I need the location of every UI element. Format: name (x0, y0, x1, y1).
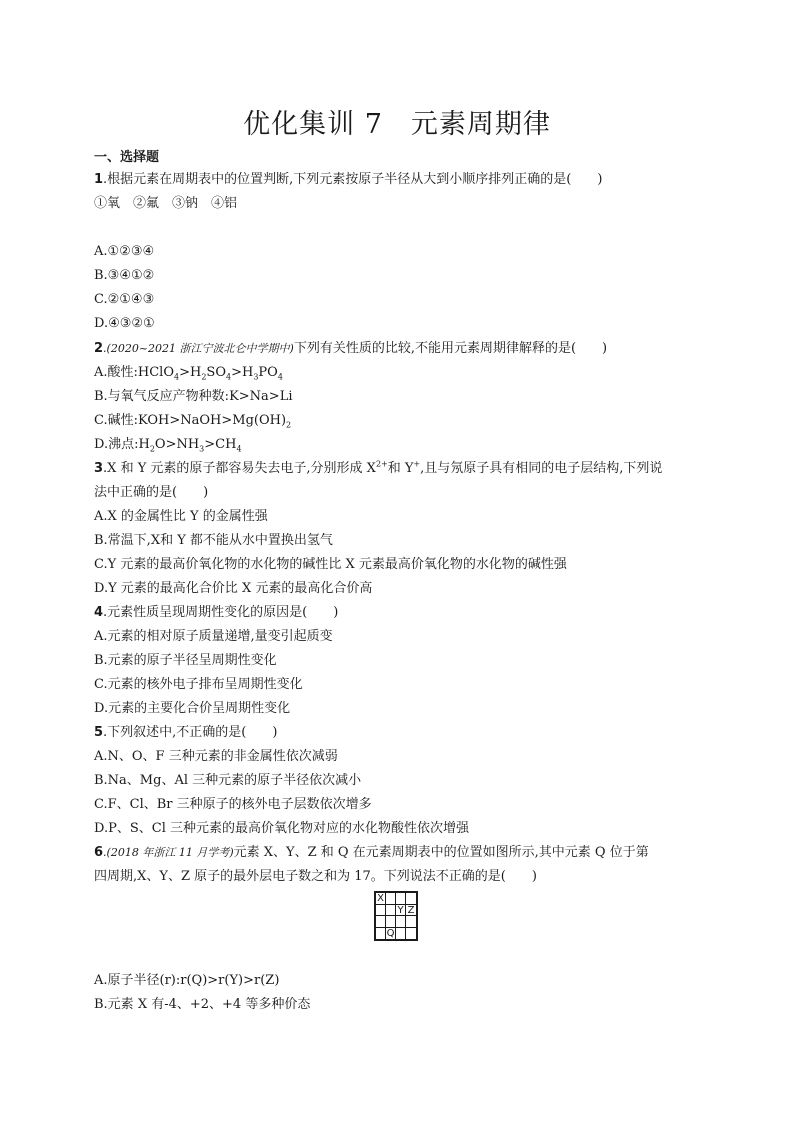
option-b: B.元素的原子半径呈周期性变化 (94, 653, 277, 668)
question-text: 下列有关性质的比较,不能用元素周期律解释的是( ) (293, 341, 608, 356)
option-a: A.N、O、F 三种元素的非金属性依次减弱 (94, 749, 338, 764)
question-3-stem-cont: 法中正确的是( ) (94, 485, 209, 500)
option-c: C.F、Cl、Br 三种原子的核外电子层数依次增多 (94, 797, 372, 812)
option-b: B.与氧气反应产物种数:K>Na>Li (94, 389, 293, 404)
grid-cell (406, 928, 416, 940)
grid-cell: Q (386, 927, 395, 939)
question-number: 6 (94, 845, 104, 860)
question-source: .(2018 年浙江 11 月学考) (103, 846, 234, 859)
section-heading: 一、选择题 (94, 150, 160, 165)
option-a: A.酸性$:HClO_4>H_2SO_4>H_3PO_4$ (94, 365, 283, 382)
question-text: .根据元素在周期表中的位置判断,下列元素按原子半径从大到小顺序排列正确的是( ) (103, 172, 603, 187)
grid-cell: X (376, 893, 386, 905)
grid-cell (386, 916, 396, 928)
grid-cell (396, 893, 406, 905)
option-d: D.Y 元素的最高化合价比 X 元素的最高化合价高 (94, 581, 373, 596)
option-b: B.③④①② (94, 268, 155, 283)
option-c: C.元素的核外电子排布呈周期性变化 (94, 677, 303, 692)
grid-cell: Y (396, 905, 406, 917)
option-a: A.原子半径(r):r(Q)>r(Y)>r(Z) (94, 973, 280, 988)
option-c: C.碱性$:KOH>NaOH>Mg(OH)_2$ (94, 413, 292, 430)
page-title: 优化集训 7 元素周期律 (243, 109, 551, 140)
grid-cell (376, 905, 386, 917)
grid-cell (406, 916, 416, 928)
question-text: 元素 X、Y、Z 和 Q 在元素周期表中的位置如图所示,其中元素 Q 位于第 (233, 845, 649, 860)
option-b: B.Na、Mg、Al 三种元素的原子半径依次减小 (94, 773, 362, 788)
question-1-stem (94, 172, 602, 188)
question-text: .元素性质呈现周期性变化的原因是( ) (103, 605, 339, 620)
question-6-stem-cont: 四周期,X、Y、Z 原子的最外层电子数之和为 17。下列说法不正确的是( ) (94, 869, 537, 884)
option-b: B.元素 X 有-4、+2、+4 等多种价态 (94, 997, 311, 1012)
grid-cell (396, 916, 406, 928)
question-number: 3 (94, 461, 104, 476)
option-c: C.Y 元素的最高价氧化物的水化物的碱性比 X 元素最高价氧化物的水化物的碱性强 (94, 557, 567, 572)
option-d: D.P、S、Cl 三种元素的最高价氧化物对应的水化物酸性依次增强 (94, 821, 469, 836)
question-text: .下列叙述中,不正确的是( ) (103, 725, 278, 740)
question-4-stem (94, 605, 338, 621)
option-d: D.沸点$:H_2O>NH_3>CH_4$ (94, 437, 242, 454)
option-a: A.元素的相对原子质量递增,量变引起质变 (94, 629, 333, 644)
option-a: A.X 的金属性比 Y 的金属性强 (94, 509, 268, 524)
grid-cell (386, 905, 396, 917)
grid-cell (376, 916, 386, 928)
grid-cell (376, 928, 386, 940)
option-a: A.①②③④ (94, 244, 155, 259)
option-b: B.常温下,X和 Y 都不能从水中置换出氢气 (94, 533, 333, 548)
question-number: 5 (94, 725, 104, 740)
grid-cell (386, 893, 396, 905)
question-3-stem: 3.X 和 Y 元素的原子都容易失去电子,分别形成 $X^{2+}$和 Y+,且与氖原子具有相同的电子层结构,下列说 (94, 459, 663, 476)
grid-cell: Z (407, 904, 415, 916)
question-1-items: ①氧 ②氟 ③钠 ④铝 (94, 196, 238, 211)
question-source: .(2020~2021 浙江宁波北仑中学期中) (103, 342, 294, 355)
question-number: 4 (94, 605, 104, 620)
question-2-stem (94, 341, 607, 357)
question-5-stem (94, 725, 277, 741)
grid-cell (396, 928, 406, 940)
question-number: 1 (94, 172, 104, 187)
question-number: 2 (94, 341, 104, 356)
option-d: D.元素的主要化合价呈周期性变化 (94, 701, 291, 716)
option-c: C.②①④③ (94, 292, 155, 307)
grid-cell (406, 893, 416, 905)
periodic-table-grid (374, 891, 418, 941)
option-d: D.④③②① (94, 316, 155, 331)
question-6-stem (94, 845, 649, 861)
